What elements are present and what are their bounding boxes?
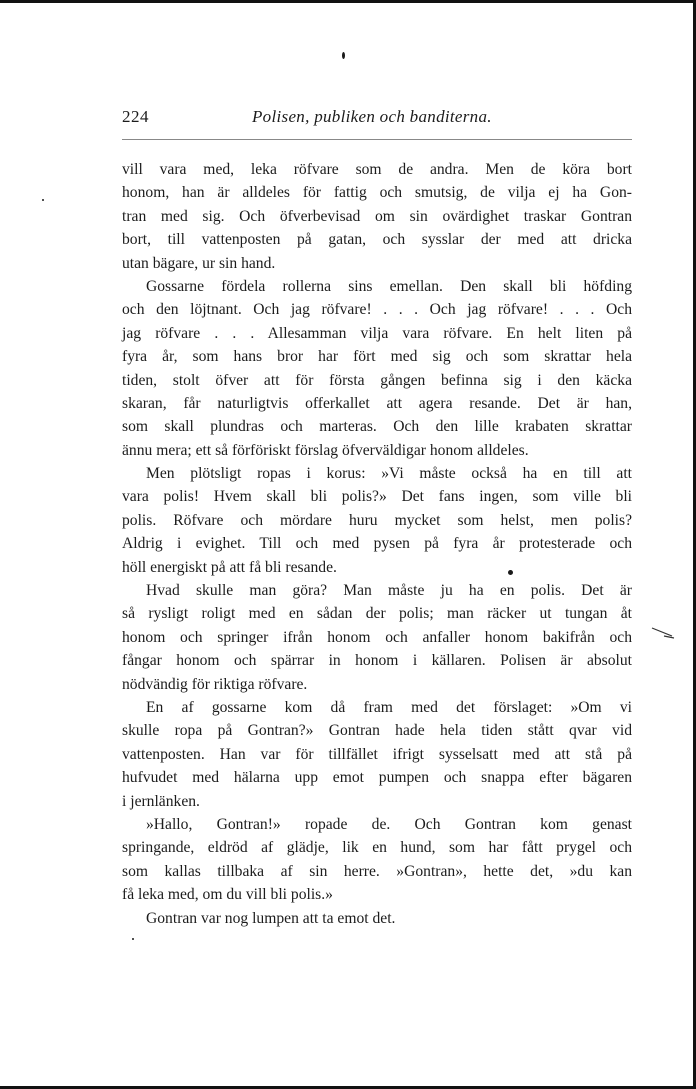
text-line: fyra år, som hans bror har fört med sig och som skrattar hela (122, 348, 632, 366)
margin-mark-icon (650, 626, 676, 640)
header-rule (122, 139, 632, 140)
paragraph (122, 275, 632, 462)
paragraph (122, 158, 632, 275)
ink-speck (342, 52, 345, 59)
text-line: Hvad skulle man göra? Man måste ju ha en polis. Det är (146, 582, 632, 600)
text-line: polis. Röfvare och mördare huru mycket som helst, men polis? (122, 511, 632, 529)
text-line: som kallas tillbaka af sin herre. »Gontran», hette det, »du kan (122, 862, 632, 880)
text-line: springande, eldröd af glädje, lik en hund, som har fått prygel och (122, 839, 632, 857)
text-line: i jernlänken. (122, 792, 200, 810)
paragraph (122, 579, 632, 696)
text-line: få leka med, om du vill bli polis.» (122, 886, 333, 904)
paragraph (122, 813, 632, 907)
ink-speck (42, 199, 44, 201)
text-line: som skall plundras och marteras. Och den lille krabaten skrattar (122, 418, 632, 436)
text-line: vattenposten. Han var för tillfället ifrigt sysselsatt med att stå på (122, 745, 632, 763)
ink-speck (132, 938, 134, 940)
text-line: nödvändig för riktiga röfvare. (122, 675, 308, 693)
paragraph (122, 696, 632, 813)
text-line: jag röfvare . . . Allesamman vilja vara röfvare. En helt liten på (122, 324, 632, 342)
text-line: skaran, får naturligtvis offerkallet att agera resande. Det är han, (122, 394, 632, 412)
text-line: Aldrig i evighet. Till och med pysen på fyra år protesterade och (122, 535, 632, 553)
text-line: »Hallo, Gontran!» ropade de. Och Gontran kom genast (146, 815, 632, 833)
text-line: och den löjtnant. Och jag röfvare! . . . Och jag röfvare! . . . Och (122, 301, 632, 319)
page-header (122, 107, 632, 131)
text-line: vill vara med, leka röfvare som de andra. Men de köra bort (122, 161, 632, 178)
text-line: honom, han är alldeles för fattig och smutsig, de vilja ej ha Gon- (122, 184, 632, 202)
paragraph (122, 462, 632, 579)
text-line: skulle ropa på Gontran?» Gontran hade hela tiden stått qvar vid (122, 722, 632, 740)
text-line: utan bägare, ur sin hand. (122, 254, 276, 272)
text-line: Gontran var nog lumpen att ta emot det. (146, 909, 396, 927)
text-line: Gossarne fördela rollerna sins emellan. Den skall bli höfding (146, 277, 632, 295)
body-text (122, 158, 632, 930)
paragraph (122, 907, 632, 930)
text-line: fångar honom och spärrar in honom i källaren. Polisen är absolut (122, 652, 632, 670)
text-line: höll energiskt på att få bli resande. (122, 558, 337, 576)
running-title: Polisen, publiken och banditerna. (252, 107, 492, 126)
text-line: vara polis! Hvem skall bli polis?» Det fans ingen, som ville bli (122, 488, 632, 506)
scan-edge-top (0, 0, 696, 3)
text-line: Men plötsligt ropas i korus: »Vi måste också ha en till att (146, 465, 632, 483)
text-line: honom och springer ifrån honom och anfaller honom bakifrån och (122, 628, 632, 646)
text-line: tran med sig. Och öfverbevisad om sin ovärdighet traskar Gontran (122, 207, 632, 225)
text-line: ännu mera; ett så förföriskt förslag öfverväldigar honom alldeles. (122, 441, 529, 459)
text-line: hufvudet med hälarna upp emot pumpen och snappa efter bägaren (122, 769, 632, 787)
page-number: 224 (122, 107, 149, 126)
text-line: tiden, stolt öfver att för första gången befinna sig i den käcka (122, 371, 632, 389)
text-line: bort, till vattenposten på gatan, och sysslar der med att dricka (122, 231, 632, 249)
text-line: så rysligt roligt med en sådan der polis; man räcker ut tungan åt (122, 605, 632, 623)
text-line: En af gossarne kom då fram med det förslaget: »Om vi (146, 698, 632, 716)
